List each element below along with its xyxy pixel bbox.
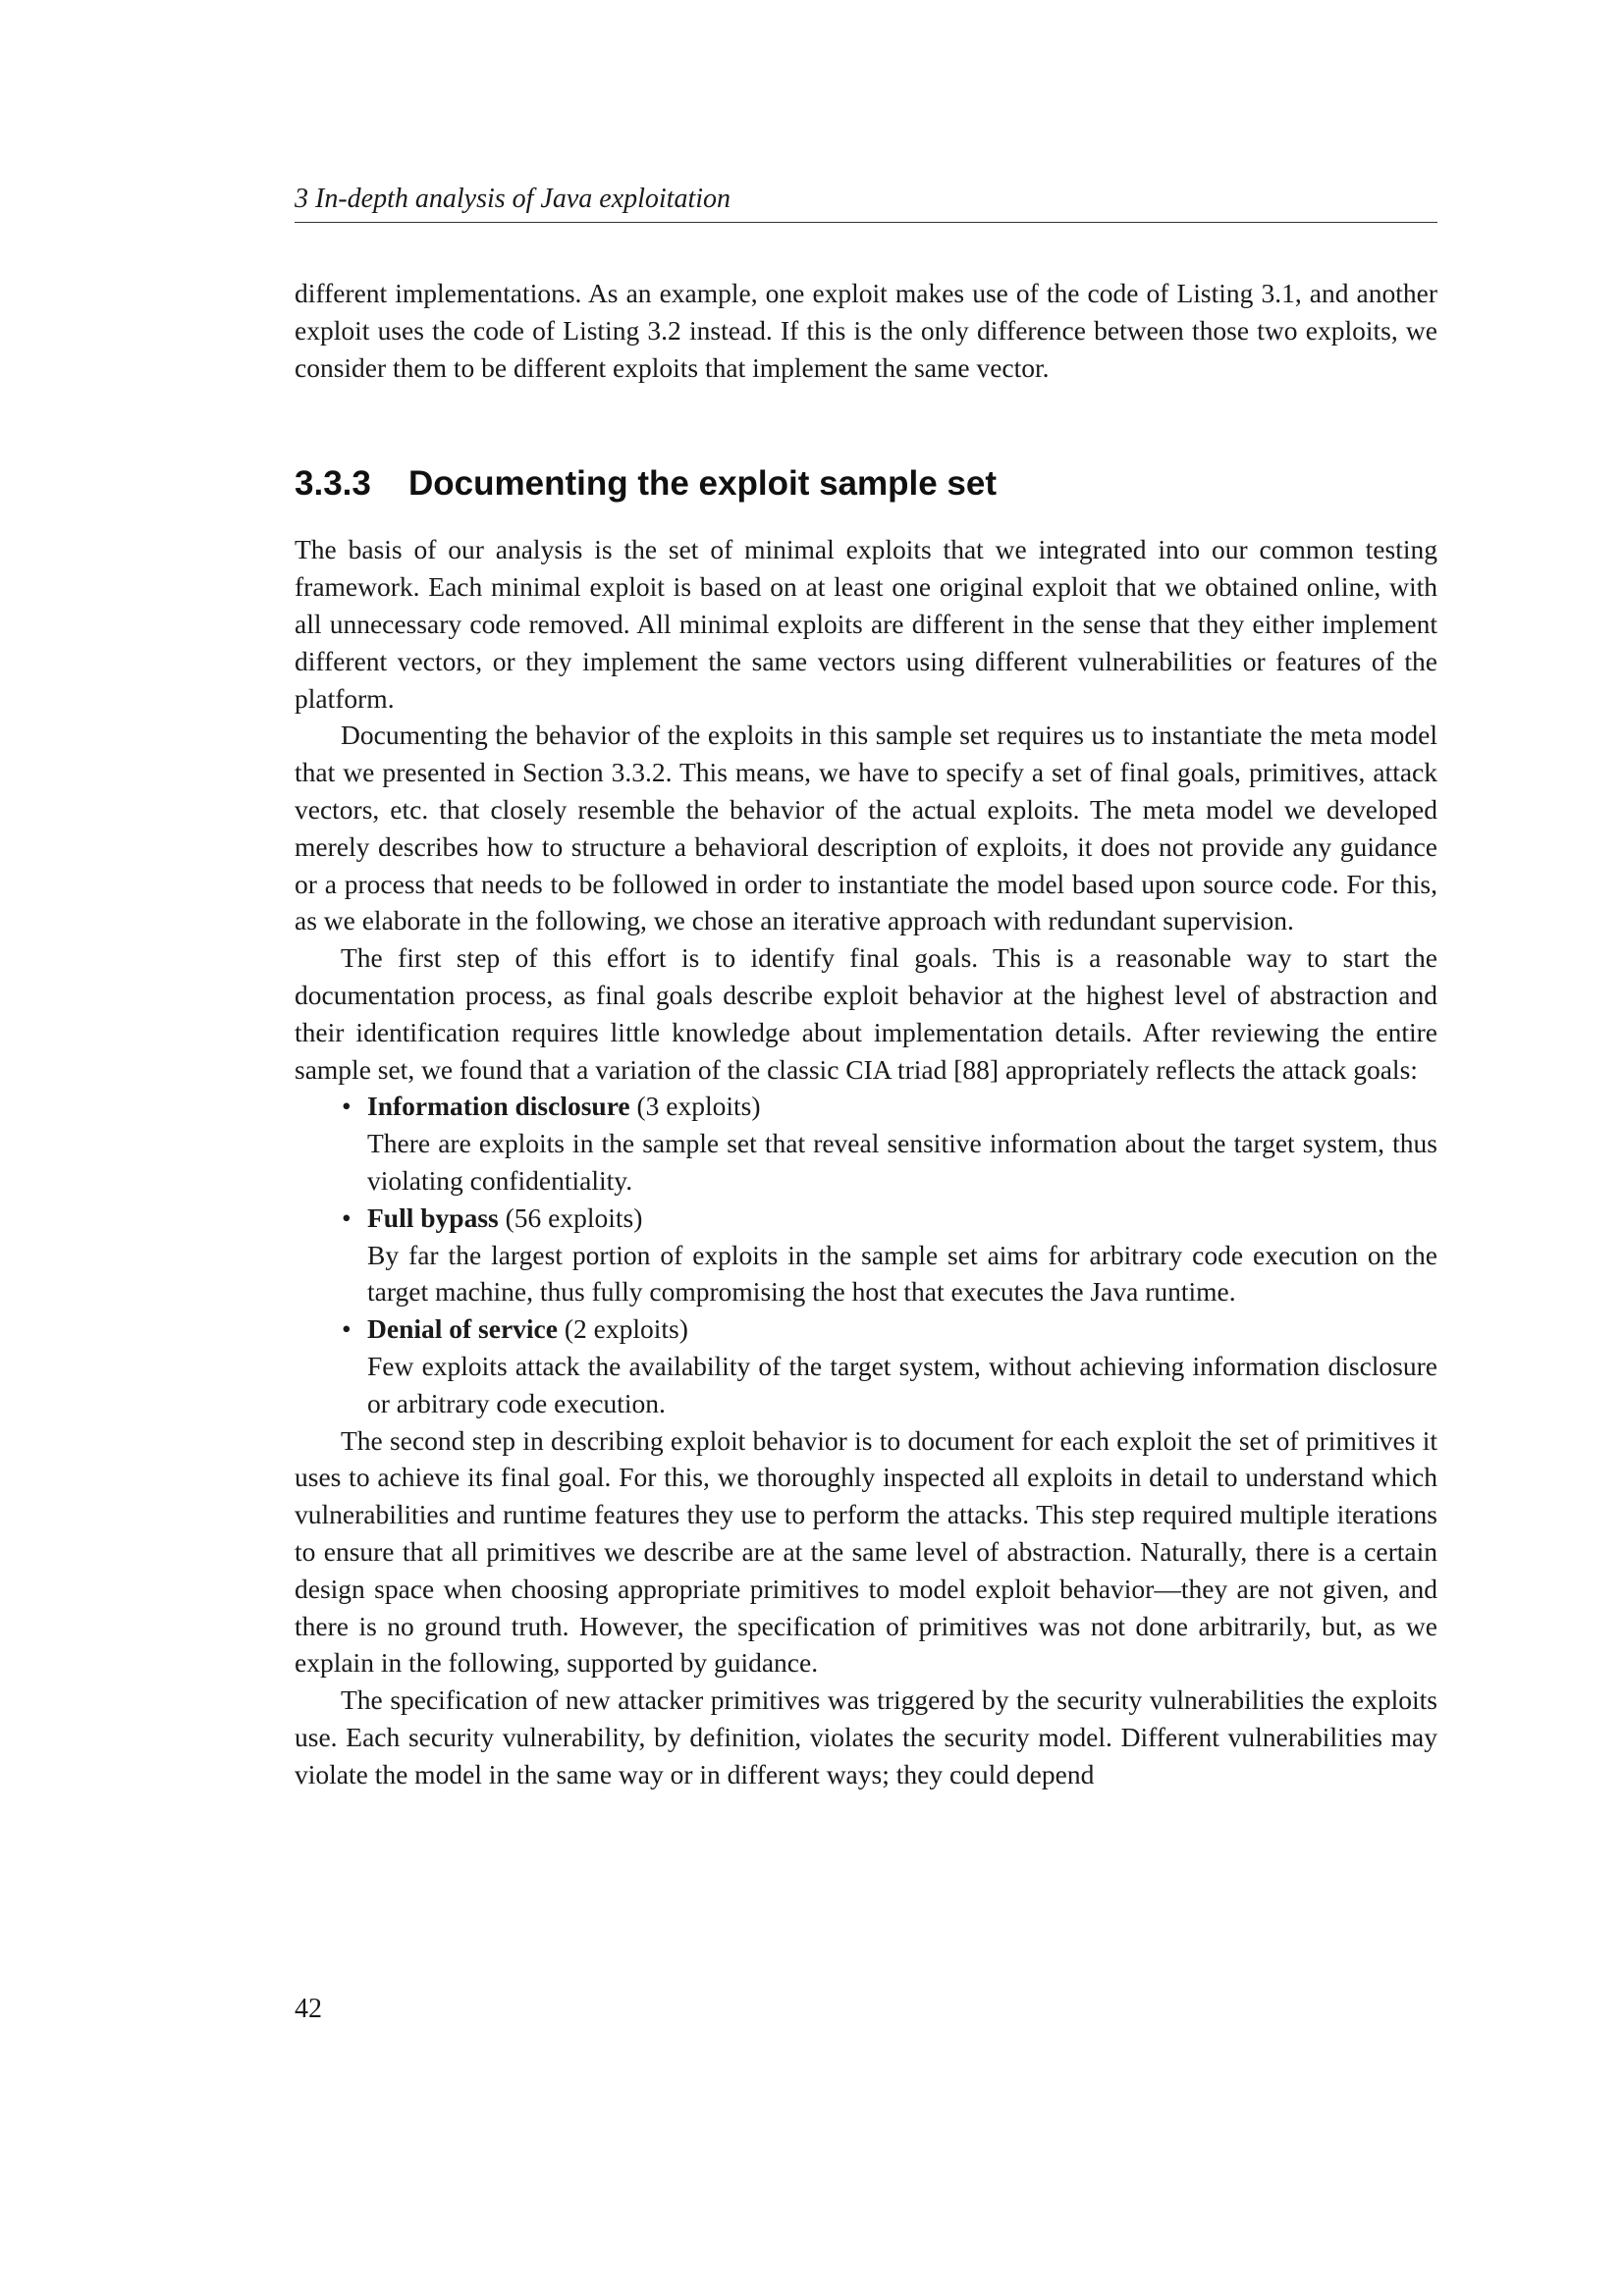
paragraph-1: The basis of our analysis is the set of minimal exploits that we integrated into our common testing framework. Each minimal exploit is based on at least one original exploit that we obtained online, with all unnecessary code removed. All minimal exploits are different in the sense that they either implement different vectors, or they implement the same vectors using different vulnerabilities or features of the platform.	[295, 534, 1437, 714]
goal-description: There are exploits in the sample set that reveal sensitive information about the target system, thus violating confidentiality.	[367, 1128, 1437, 1196]
paragraph-2: Documenting the behavior of the exploits in this sample set requires us to instantiate the meta model that we presented in Section 3.3.2. This means, we have to specify a set of final goals, primitives, attack vectors, etc. that closely resemble the behavior of the actual exploits. The meta model we developed merely describes how to structure a behavioral description of exploits, it does not provide any guidance or a process that needs to be followed in order to instantiate the model based upon source code. For this, as we elaborate in the following, we chose an iterative approach with redundant supervision.	[295, 720, 1437, 936]
intro-paragraph: different implementations. As an example, one exploit makes use of the code of Listing 3.1, and another exploit uses the code of Listing 3.2 instead. If this is the only difference between those two exploits, we consider them to be different exploits that implement the same vector.	[295, 278, 1437, 383]
bullet-icon: •	[342, 1201, 352, 1233]
running-header	[295, 180, 1437, 223]
bullet-icon: •	[342, 1091, 352, 1122]
goal-description: Few exploits attack the availability of the target system, without achieving information disclosure or arbitrary code execution.	[367, 1350, 1437, 1418]
goal-count: (56 exploits)	[505, 1201, 643, 1233]
section-heading	[295, 462, 1437, 506]
goal-count: (2 exploits)	[564, 1313, 688, 1345]
section-number: 3.3.3	[295, 464, 371, 504]
goal-item-denial-of-service	[342, 1310, 1437, 1421]
goal-name: Full bypass	[367, 1201, 499, 1233]
page-content	[295, 275, 1437, 1792]
running-title: 3 In-depth analysis of Java exploitation	[295, 184, 731, 214]
section-title: Documenting the exploit sample set	[408, 464, 997, 504]
paragraph-5: The specification of new attacker primitives was triggered by the security vulnerabilities the exploits use. Each security vulnerability, by definition, violates the security model. Different vulnerabilities may violate the model in the same way or in different ways; they could depend	[295, 1684, 1437, 1789]
bullet-icon: •	[342, 1313, 352, 1345]
goal-item-information-disclosure	[342, 1088, 1437, 1199]
paragraph-4: The second step in describing exploit behavior is to document for each exploit the set of primitives it uses to achieve its final goal. For this, we thoroughly inspected all exploits in detail to understand which vulnerabilities and runtime features they use to perform the attacks. This step required multiple iterations to ensure that all primitives we describe are at the same level of abstraction. Naturally, there is a certain design space when choosing appropriate primitives to model exploit behavior—they are not given, and there is no ground truth. However, the specification of primitives was not done arbitrarily, but, as we explain in the following, supported by guidance.	[295, 1424, 1437, 1679]
goal-item-full-bypass	[342, 1200, 1437, 1310]
goal-name: Denial of service	[367, 1313, 558, 1345]
goal-count: (3 exploits)	[636, 1091, 761, 1122]
page-number: 42	[295, 1994, 322, 2024]
goal-name: Information disclosure	[367, 1091, 630, 1122]
paragraph-3: The first step of this effort is to identify final goals. This is a reasonable way to start the documentation process, as final goals describe exploit behavior at the highest level of abstraction and their identification requires little knowledge about implementation details. After reviewing the entire sample set, we found that a variation of the classic CIA triad [88] appropriately reflects the attack goals:	[295, 942, 1437, 1085]
goal-description: By far the largest portion of exploits in the sample set aims for arbitrary code execution on the target machine, thus fully compromising the host that executes the Java runtime.	[367, 1239, 1437, 1308]
final-goals-list	[295, 1088, 1437, 1421]
